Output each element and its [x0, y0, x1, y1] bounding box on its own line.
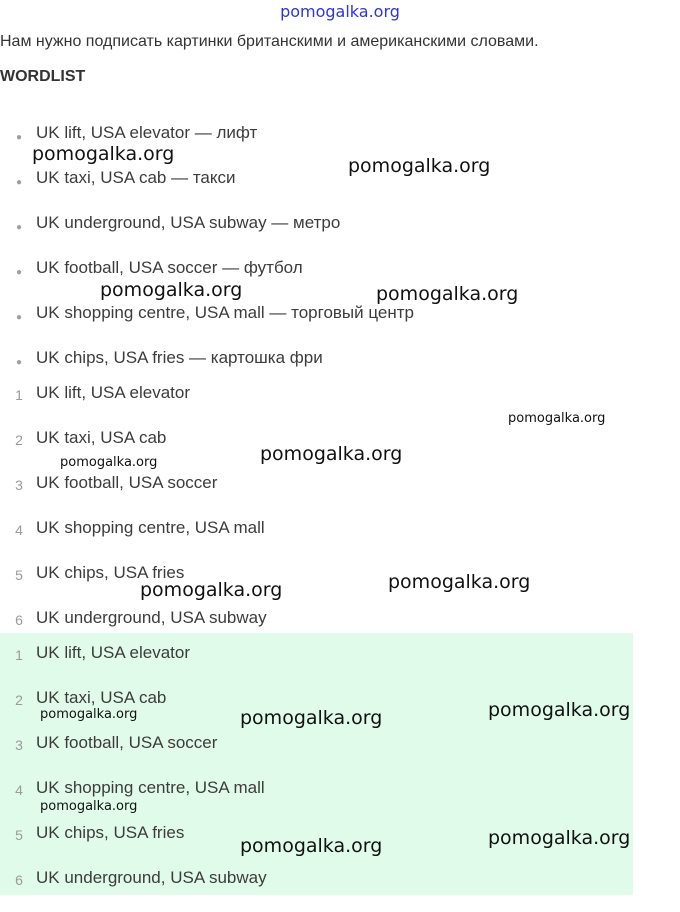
list-item-text: UK underground, USA subway — метро [36, 213, 341, 232]
item-number: 6 [15, 612, 23, 628]
watermark: pomogalka.org [388, 571, 531, 593]
watermark: pomogalka.org [100, 279, 243, 301]
header-watermark: pomogalka.org [280, 2, 400, 21]
answer-item-text: UK shopping centre, USA mall [36, 778, 265, 797]
list-item-text: UK football, USA soccer — футбол [36, 258, 303, 277]
watermark: pomogalka.org [260, 443, 403, 465]
watermark: pomogalka.org [40, 707, 138, 722]
bullet-icon: ● [15, 132, 23, 143]
item-number: 2 [15, 692, 23, 708]
item-number: 4 [15, 522, 23, 538]
watermark: pomogalka.org [140, 579, 283, 601]
numbered-item-text: UK football, USA soccer [36, 473, 218, 492]
item-number: 2 [15, 432, 23, 448]
wordlist-heading: WORDLIST [0, 68, 86, 85]
watermark: pomogalka.org [240, 707, 383, 729]
watermark: pomogalka.org [240, 835, 383, 857]
item-number: 5 [15, 827, 23, 843]
numbered-item-text: UK lift, USA elevator [36, 383, 191, 402]
item-number: 1 [15, 387, 23, 403]
intro-text: Нам нужно подписать картинки британскими и американскими словами. [0, 33, 539, 50]
watermark: pomogalka.org [32, 143, 175, 165]
item-number: 3 [15, 737, 23, 753]
watermark: pomogalka.org [488, 699, 631, 721]
watermark: pomogalka.org [376, 283, 519, 305]
bullet-icon: ● [15, 177, 23, 188]
bullet-icon: ● [15, 222, 23, 233]
watermark: pomogalka.org [40, 799, 138, 814]
watermark: pomogalka.org [488, 827, 631, 849]
watermark: pomogalka.org [508, 411, 606, 426]
item-number: 3 [15, 477, 23, 493]
answer-item-text: UK chips, USA fries [36, 823, 185, 842]
list-item-text: UK lift, USA elevator — лифт [36, 123, 258, 142]
bullet-icon: ● [15, 357, 23, 368]
answer-item-text: UK football, USA soccer [36, 733, 218, 752]
watermark: pomogalka.org [60, 455, 158, 470]
answer-item-text: UK taxi, USA cab [36, 688, 167, 707]
answer-item-text: UK underground, USA subway [36, 868, 267, 887]
watermark: pomogalka.org [348, 155, 491, 177]
numbered-item-text: UK taxi, USA cab [36, 428, 167, 447]
item-number: 1 [15, 647, 23, 663]
item-number: 4 [15, 782, 23, 798]
item-number: 6 [15, 872, 23, 888]
numbered-item-text: UK chips, USA fries [36, 563, 185, 582]
numbered-item-text: UK underground, USA subway [36, 608, 267, 627]
list-item-text: UK shopping centre, USA mall — торговый центр [36, 303, 415, 322]
list-item-text: UK taxi, USA cab — такси [36, 168, 236, 187]
bullet-icon: ● [15, 312, 23, 323]
numbered-item-text: UK shopping centre, USA mall [36, 518, 265, 537]
list-item-text: UK chips, USA fries — картошка фри [36, 348, 323, 367]
answer-item-text: UK lift, USA elevator [36, 643, 191, 662]
bullet-icon: ● [15, 267, 23, 278]
item-number: 5 [15, 567, 23, 583]
